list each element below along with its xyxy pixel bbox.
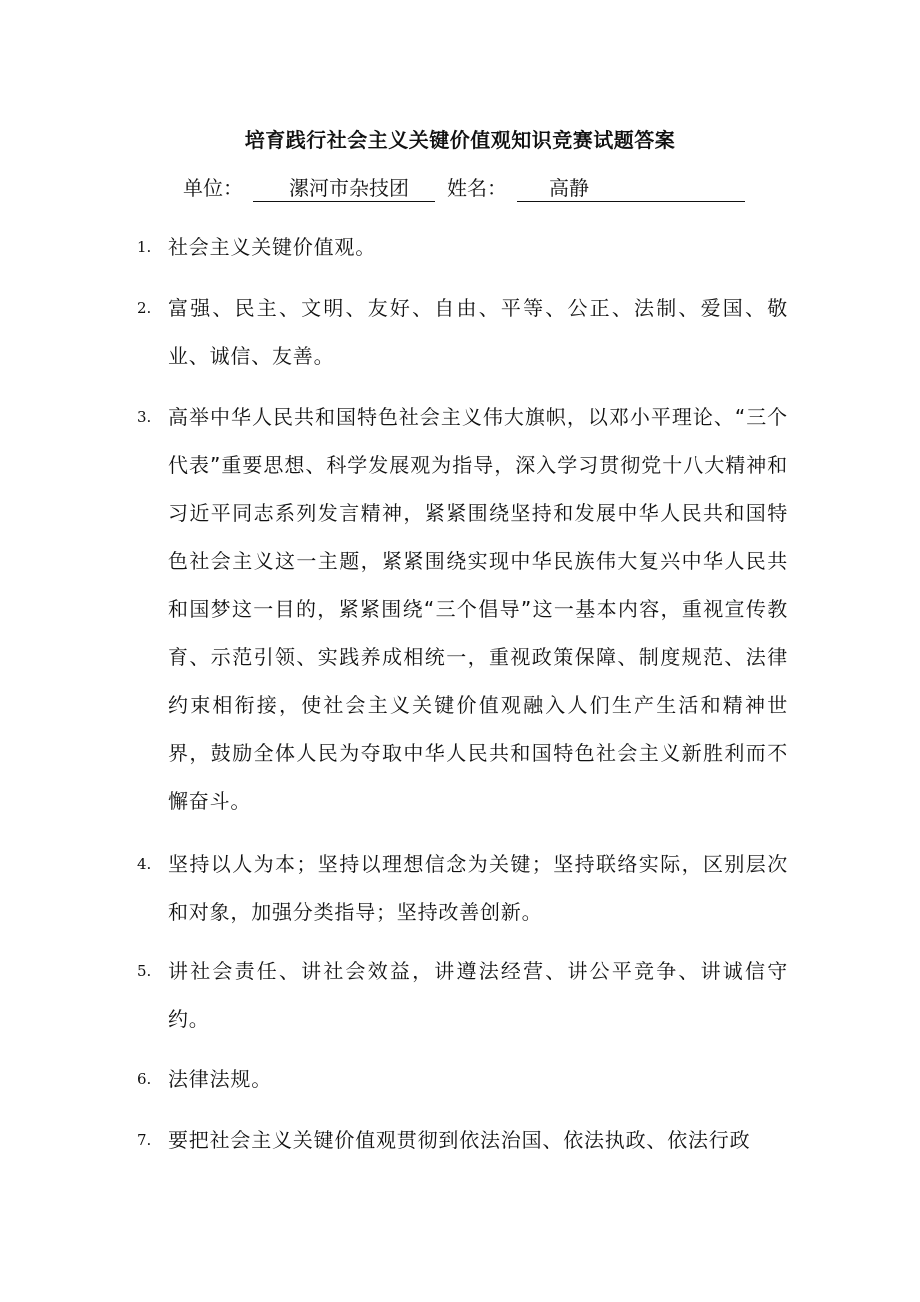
answer-number: 1. bbox=[137, 238, 152, 256]
answer-number: 6. bbox=[137, 1070, 152, 1088]
answer-item-5 bbox=[137, 947, 797, 1043]
name-label: 姓名： bbox=[447, 176, 507, 200]
name-value: 高静 bbox=[549, 176, 589, 200]
answer-text: 法律法规。 bbox=[168, 1067, 272, 1091]
answer-number: 7. bbox=[137, 1131, 152, 1149]
answer-item-3 bbox=[137, 393, 797, 825]
unit-value: 漯河市杂技团 bbox=[289, 176, 409, 200]
document-meta bbox=[183, 172, 745, 204]
name-field bbox=[517, 175, 745, 202]
answer-item-1 bbox=[137, 223, 797, 271]
answer-number: 4. bbox=[137, 855, 152, 873]
answer-text: 富强、民主、文明、友好、自由、平等、公正、法制、爱国、敬业、诚信、友善。 bbox=[168, 296, 788, 368]
answer-number: 5. bbox=[137, 962, 152, 980]
answer-text: 讲社会责任、讲社会效益，讲遵法经营、讲公平竞争、讲诚信守约。 bbox=[168, 959, 788, 1031]
answer-item-4 bbox=[137, 840, 797, 936]
answer-number: 3. bbox=[137, 408, 152, 426]
answer-text: 坚持以人为本；坚持以理想信念为关键；坚持联络实际，区别层次和对象，加强分类指导；坚持改善创新。 bbox=[168, 852, 788, 924]
document-title: 培育践行社会主义关键价值观知识竞赛试题答案 bbox=[244, 128, 676, 152]
answer-item-6 bbox=[137, 1055, 797, 1103]
unit-field bbox=[253, 175, 435, 202]
answer-text: 要把社会主义关键价值观贯彻到依法治国、依法执政、依法行政 bbox=[168, 1128, 751, 1152]
answer-text: 社会主义关键价值观。 bbox=[168, 235, 376, 259]
answer-item-7 bbox=[137, 1116, 797, 1164]
answer-item-2 bbox=[137, 284, 797, 380]
unit-label: 单位： bbox=[183, 176, 243, 200]
answer-text: 高举中华人民共和国特色社会主义伟大旗帜，以邓小平理论、“三个代表”重要思想、科学发展观为指导，深入学习贯彻党十八大精神和习近平同志系列发言精神，紧紧围绕坚持和发展中华人民共和国特色社会主义这一主题，紧紧围绕实现中华民族伟大复兴中华人民共和国梦这一目的，紧紧围绕“三个倡导”这一基本内容，重视宣传教育、示范引领、实践养成相统一，重视政策保障、制度规范、法律约束相衔接，使社会主义关键价值观融入人们生产生活和精神世界，鼓励全体人民为夺取中华人民共和国特色社会主义新胜利而不懈奋斗。 bbox=[168, 405, 788, 813]
answer-number: 2. bbox=[137, 299, 152, 317]
